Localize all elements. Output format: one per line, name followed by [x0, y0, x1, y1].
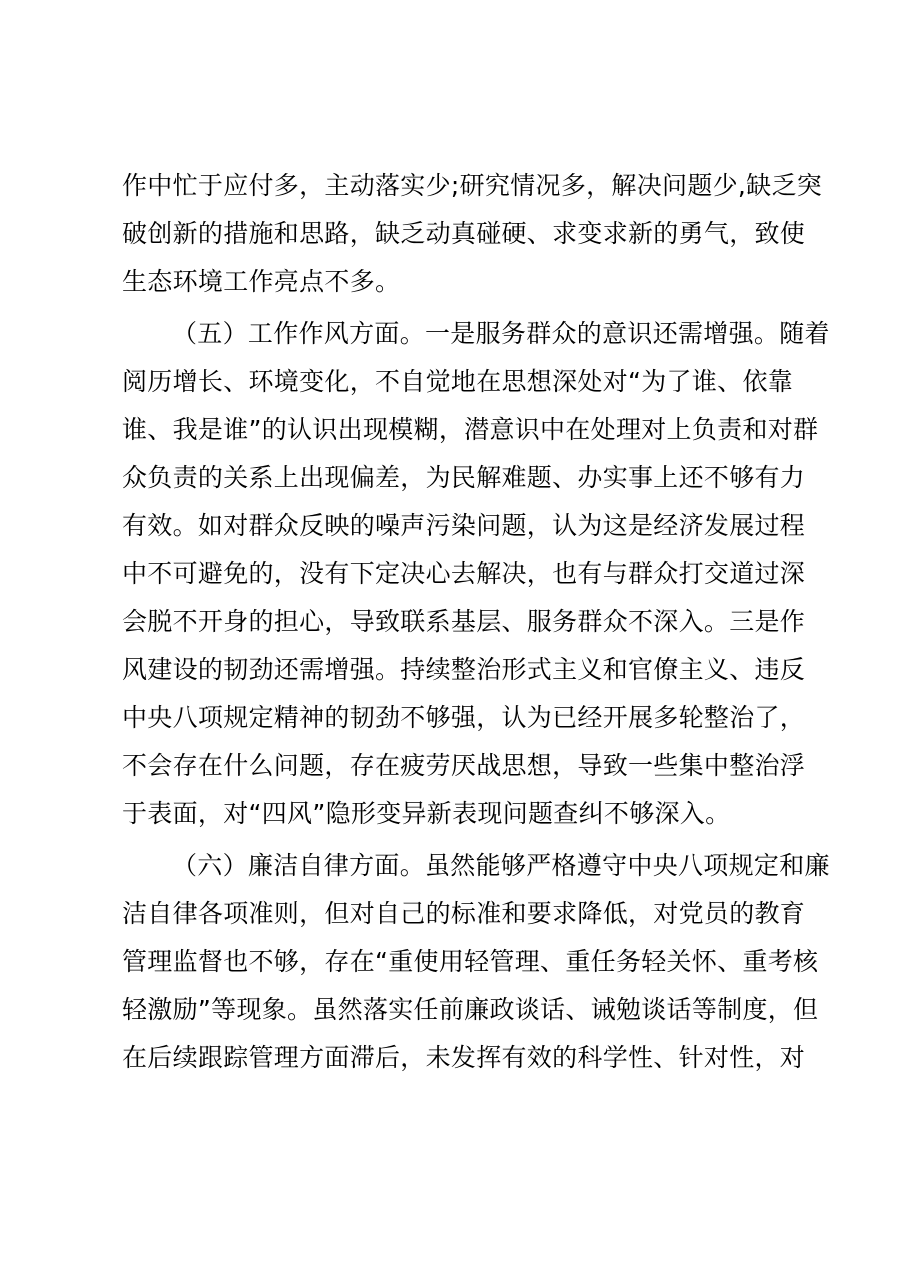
text-line: 中央八项规定精神的韧劲不够强，认为已经开展多轮整治了，	[122, 703, 806, 732]
text-line: 在后续跟踪管理方面滞后，未发挥有效的科学性、针对性，对	[122, 1043, 806, 1072]
text-line: 于表面，对“四风”隐形变异新表现问题查纠不够深入。	[122, 799, 731, 828]
text-line: 管理监督也不够，存在“重使用轻管理、重任务轻关怀、重考核	[122, 947, 819, 976]
text-line: 谁、我是谁”的认识出现模糊，潜意识中在处理对上负责和对群	[122, 415, 819, 444]
text-line: 轻激励”等现象。虽然落实任前廉政谈话、诫勉谈话等制度，但	[122, 995, 819, 1024]
text-line: 中不可避免的，没有下定决心去解决，也有与群众打交道过深	[122, 559, 806, 588]
paragraph-heading-line: （六）廉洁自律方面。虽然能够严格遵守中央八项规定和廉	[172, 851, 830, 880]
text-line: 洁自律各项准则，但对自己的标准和要求降低，对党员的教育	[122, 899, 806, 928]
text-line: 众负责的关系上出现偏差，为民解难题、办实事上还不够有力	[122, 463, 806, 492]
text-line: 作中忙于应付多，主动落实少;研究情况多，解决问题少,缺乏突	[122, 171, 823, 200]
text-line: 有效。如对群众反映的噪声污染问题，认为这是经济发展过程	[122, 511, 806, 540]
text-line: 生态环境工作亮点不多。	[122, 267, 401, 296]
text-line: 阅历增长、环境变化，不自觉地在思想深处对“为了谁、依靠	[122, 367, 794, 396]
text-line: 不会存在什么问题，存在疲劳厌战思想，导致一些集中整治浮	[122, 751, 806, 780]
text-line: 风建设的韧劲还需增强。持续整治形式主义和官僚主义、违反	[122, 655, 806, 684]
text-line: 会脱不开身的担心，导致联系基层、服务群众不深入。三是作	[122, 607, 806, 636]
text-line: 破创新的措施和思路，缺乏动真碰硬、求变求新的勇气，致使	[122, 219, 806, 248]
paragraph-heading-line: （五）工作作风方面。一是服务群众的意识还需增强。随着	[172, 319, 830, 348]
